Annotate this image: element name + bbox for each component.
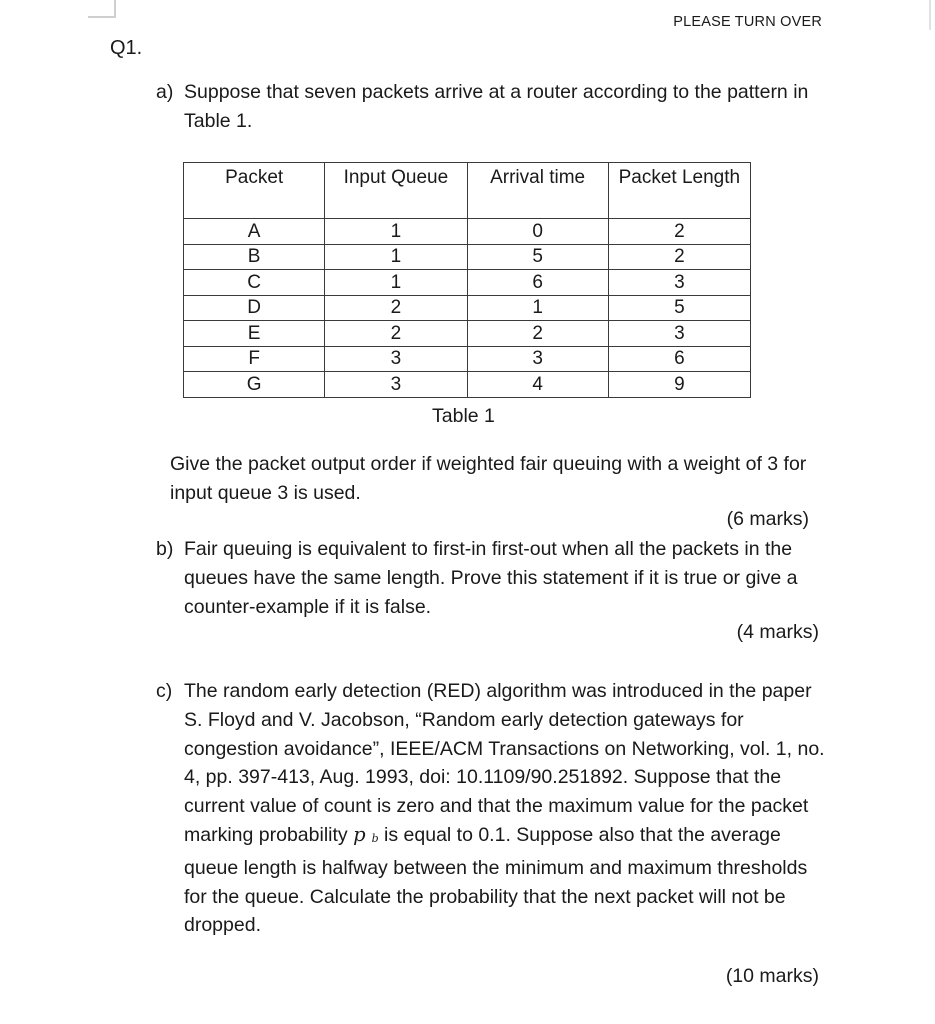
- cell-packet: B: [184, 244, 325, 270]
- part-a-text: Suppose that seven packets arrive at a router according to the pattern in Table 1.: [184, 81, 809, 132]
- cell-packet-length: 2: [608, 244, 750, 270]
- cell-arrival-time: 4: [467, 372, 608, 398]
- page-edge-line: [929, 0, 931, 30]
- cell-packet: C: [184, 270, 325, 296]
- cell-input-queue: 1: [325, 219, 467, 245]
- cell-arrival-time: 1: [467, 295, 608, 321]
- part-b-text: Fair queuing is equivalent to first-in first-out when all the packets in the queues have the same length. Prove this statement if it is true or give a counter-example if it is false.: [184, 538, 798, 618]
- cell-input-queue: 3: [325, 372, 467, 398]
- question-number: Q1.: [110, 37, 143, 59]
- header-packet: Packet: [184, 163, 325, 219]
- cell-packet: G: [184, 372, 325, 398]
- page-corner-mark: [88, 0, 116, 18]
- table-row: [184, 346, 751, 372]
- page-header: PLEASE TURN OVER: [673, 14, 822, 30]
- part-c-text-after: is equal to 0.1. Suppose also that the average queue length is halfway between the minimum and maximum thresholds for the queue. Calculate the probability that the next packet will not be dropped.: [184, 823, 808, 937]
- part-b-marks: (4 marks): [736, 621, 819, 643]
- cell-packet-length: 6: [608, 346, 750, 372]
- packet-table: [183, 162, 751, 398]
- part-c: [156, 677, 834, 940]
- cell-arrival-time: 0: [467, 219, 608, 245]
- table-row: [184, 244, 751, 270]
- cell-arrival-time: 6: [467, 270, 608, 296]
- probability-symbol: [353, 823, 379, 846]
- header-input-queue: Input Queue: [325, 163, 467, 219]
- cell-packet: D: [184, 295, 325, 321]
- symbol-p: p: [353, 822, 366, 846]
- cell-packet: F: [184, 346, 325, 372]
- cell-packet-length: 2: [608, 219, 750, 245]
- part-c-marks: (10 marks): [725, 965, 819, 987]
- cell-input-queue: 2: [325, 321, 467, 347]
- cell-input-queue: 1: [325, 270, 467, 296]
- cell-packet-length: 3: [608, 321, 750, 347]
- cell-arrival-time: 5: [467, 244, 608, 270]
- table-row: [184, 295, 751, 321]
- cell-arrival-time: 3: [467, 346, 608, 372]
- table-row: [184, 321, 751, 347]
- cell-packet-length: 9: [608, 372, 750, 398]
- part-a-question: Give the packet output order if weighted fair queuing with a weight of 3 for input queue 3 is used.: [170, 453, 807, 504]
- part-b-label: b): [156, 538, 174, 560]
- cell-packet-length: 5: [608, 295, 750, 321]
- cell-input-queue: 3: [325, 346, 467, 372]
- table-row: [184, 270, 751, 296]
- part-a: [156, 78, 824, 136]
- cell-input-queue: 2: [325, 295, 467, 321]
- header-arrival-time: Arrival time: [467, 163, 608, 219]
- part-a-label: a): [156, 81, 174, 103]
- part-c-label: c): [156, 680, 173, 702]
- table-caption: Table 1: [432, 405, 495, 427]
- part-b: [156, 535, 834, 621]
- part-a-marks: (6 marks): [726, 508, 809, 530]
- header-packet-length: Packet Length: [608, 163, 750, 219]
- cell-packet: A: [184, 219, 325, 245]
- cell-packet-length: 3: [608, 270, 750, 296]
- symbol-subscript: b: [371, 831, 379, 845]
- table-row: [184, 219, 751, 245]
- table-header-row: [184, 163, 751, 219]
- part-c-text-before: The random early detection (RED) algorithm was introduced in the paper S. Floyd and V. Jacobson, “Random early detection gateways for congestion avoidance”, IEEE/ACM Transactions on Networking, vol. 1, no. 4, pp. 397-413, Aug. 1993, doi: 10.1109/90.251892. Suppose that the current value of count is zero and that the maximum value for the packet marking probability: [184, 680, 825, 846]
- cell-input-queue: 1: [325, 244, 467, 270]
- cell-arrival-time: 2: [467, 321, 608, 347]
- table-row: [184, 372, 751, 398]
- cell-packet: E: [184, 321, 325, 347]
